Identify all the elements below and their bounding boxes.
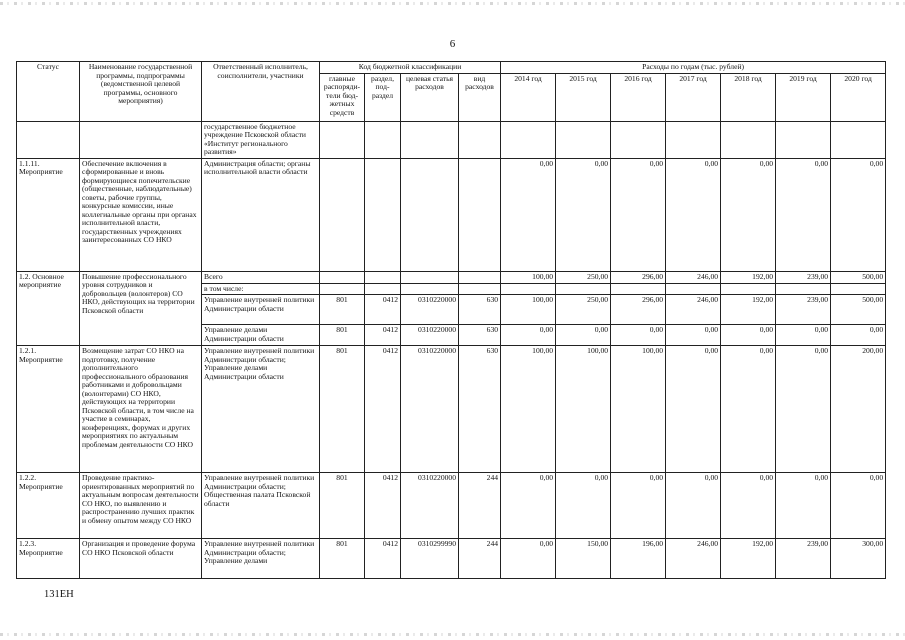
cell-type [459,271,501,283]
cell-section [365,283,401,295]
cell-2020 [831,121,886,158]
cell-section: 0412 [365,473,401,539]
cell-2019 [776,283,831,295]
cell-target [401,121,459,158]
header-executor: Ответственный исполнитель, соисполнители, участники [202,62,320,122]
table-body [17,121,886,579]
cell-executor: Управление внутренней политики Администрации области; Общественная палата Псковской области [202,473,320,539]
cell-2014: 100,00 [501,295,556,325]
cell-2016 [611,283,666,295]
cell-2019: 0,00 [776,325,831,346]
cell-executor: Управление делами Администрации области [202,325,320,346]
cell-2015: 0,00 [556,325,611,346]
executor-line: Управление внутренней политики Администрации области; [204,539,315,557]
cell-2015: 100,00 [556,346,611,473]
cell-2017: 0,00 [666,346,721,473]
cell-2020: 0,00 [831,158,886,271]
cell-grbs: 801 [320,346,365,473]
cell-2020: 500,00 [831,295,886,325]
header-expenses: Расходы по годам (тыс. рублей) [501,62,886,74]
scan-edge-bottom [0,633,905,636]
executor-line: Управление делами [204,556,268,565]
cell-2015 [556,121,611,158]
header-budget-code: Код бюджетной классификации [320,62,501,74]
cell-executor: Управление внутренней политики Администрации области [202,295,320,325]
table-header [17,62,886,122]
cell-2017: 246,00 [666,539,721,579]
header-year-2015: 2015 год [556,73,611,121]
cell-name: Проведение практико-ориентированных мероприятий по актуальным вопросам деятельности СО НКО, по выявлению и распространению лучших практик и обмену опытом между СО НКО [80,473,202,539]
cell-executor [202,539,320,579]
header-year-2017: 2017 год [666,73,721,121]
table-row [17,121,886,158]
header-year-2014: 2014 год [501,73,556,121]
cell-2018: 0,00 [721,158,776,271]
cell-2020 [831,283,886,295]
cell-target [401,271,459,283]
header-target: целевая статья расходов [401,73,459,121]
cell-grbs: 801 [320,539,365,579]
cell-2018: 192,00 [721,271,776,283]
cell-grbs [320,283,365,295]
header-name: Наименование государственной программы, подпрограммы (ведомственной целевой программы, основного мероприятия) [80,62,202,122]
cell-section [365,271,401,283]
cell-2020: 200,00 [831,346,886,473]
cell-name: Обеспечение включения в сформированные и вновь формирующиеся попечительские (общественные, наблюдательные) советы, рабочие группы, конкурсные комиссии, иные коллегиальные органы при органах исполнительной власти, государственных учреждениях заинтересованных СО НКО [80,158,202,271]
cell-section: 0412 [365,295,401,325]
cell-2017: 246,00 [666,271,721,283]
cell-type [459,121,501,158]
cell-status: 1.2.3. Мероприятие [17,539,80,579]
cell-name: Возмещение затрат СО НКО на подготовку, получение дополнительного профессионального образования работниками и добровольцами (волонтерами) СО НКО, действующих на территории Псковской области, в том числе на участие в семинарах, конференциях, форумах и других мероприятиях по актуальным проблемам деятельности СО НКО [80,346,202,473]
cell-2018 [721,121,776,158]
header-year-2019: 2019 год [776,73,831,121]
cell-target: 0310220000 [401,325,459,346]
cell-section: 0412 [365,346,401,473]
cell-grbs [320,121,365,158]
document-code: 131ЕН [44,589,74,600]
cell-2016: 0,00 [611,325,666,346]
cell-status [17,121,80,158]
cell-2015: 0,00 [556,158,611,271]
cell-executor: в том числе: [202,283,320,295]
cell-type: 630 [459,295,501,325]
cell-2019: 239,00 [776,539,831,579]
cell-2020: 0,00 [831,473,886,539]
cell-2015: 250,00 [556,295,611,325]
cell-type [459,283,501,295]
cell-executor: государственное бюджетное учреждение Псковской области «Институт регионального развития» [202,121,320,158]
cell-target: 0310299990 [401,539,459,579]
cell-2018 [721,283,776,295]
cell-name [80,121,202,158]
cell-2014: 0,00 [501,473,556,539]
cell-grbs [320,271,365,283]
cell-grbs [320,158,365,271]
page-number: 6 [449,38,456,50]
cell-grbs: 801 [320,295,365,325]
header-type: вид расходов [459,73,501,121]
cell-2014: 100,00 [501,271,556,283]
cell-2019: 0,00 [776,473,831,539]
cell-2016: 0,00 [611,473,666,539]
header-year-2018: 2018 год [721,73,776,121]
cell-target: 0310220000 [401,346,459,473]
cell-2014: 0,00 [501,539,556,579]
cell-2020: 500,00 [831,271,886,283]
cell-2016: 100,00 [611,346,666,473]
cell-name: Организация и проведение форума СО НКО Псковской области [80,539,202,579]
cell-type: 630 [459,346,501,473]
cell-2017 [666,121,721,158]
table-row [17,271,886,283]
cell-2014 [501,121,556,158]
cell-2016: 0,00 [611,158,666,271]
cell-section: 0412 [365,539,401,579]
cell-target [401,158,459,271]
cell-2017 [666,283,721,295]
header-year-2020: 2020 год [831,73,886,121]
cell-2018: 0,00 [721,346,776,473]
cell-2019: 239,00 [776,295,831,325]
cell-grbs: 801 [320,325,365,346]
table-row [17,539,886,579]
cell-2015: 0,00 [556,473,611,539]
cell-2014: 0,00 [501,158,556,271]
cell-2014 [501,283,556,295]
cell-2019 [776,121,831,158]
cell-2016 [611,121,666,158]
cell-2017: 0,00 [666,473,721,539]
cell-2017: 0,00 [666,325,721,346]
cell-target [401,283,459,295]
table-row [17,473,886,539]
cell-2016: 196,00 [611,539,666,579]
cell-2017: 0,00 [666,158,721,271]
cell-executor: Управление внутренней политики Администрации области; Управление делами Администрации области [202,346,320,473]
cell-2017: 246,00 [666,295,721,325]
budget-table [16,61,886,579]
header-status: Статус [17,62,80,122]
cell-target: 0310220000 [401,295,459,325]
cell-2015: 150,00 [556,539,611,579]
cell-2020: 0,00 [831,325,886,346]
cell-2014: 0,00 [501,325,556,346]
cell-2018: 192,00 [721,295,776,325]
cell-2018: 0,00 [721,325,776,346]
cell-2014: 100,00 [501,346,556,473]
cell-type: 630 [459,325,501,346]
cell-2018: 0,00 [721,473,776,539]
cell-2020: 300,00 [831,539,886,579]
table-row [17,158,886,271]
header-year-2016: 2016 год [611,73,666,121]
cell-section [365,158,401,271]
cell-name: Повышение профессионального уровня сотрудников и добровольцев (волонтеров) СО НКО, действующих на территории Псковской области [80,271,202,346]
cell-2016: 296,00 [611,271,666,283]
cell-status: 1.1.11. Мероприятие [17,158,80,271]
cell-type: 244 [459,473,501,539]
cell-2018: 192,00 [721,539,776,579]
header-section: раздел, под-раздел [365,73,401,121]
scan-edge-top [0,2,905,5]
cell-type: 244 [459,539,501,579]
cell-target: 0310220000 [401,473,459,539]
cell-2019: 239,00 [776,271,831,283]
cell-status: 1.2.2. Мероприятие [17,473,80,539]
cell-2019: 0,00 [776,346,831,473]
table-row [17,346,886,473]
cell-executor: Всего [202,271,320,283]
cell-2015: 250,00 [556,271,611,283]
header-grbs: главные распоряди-тели бюд-жетных средств [320,73,365,121]
cell-status: 1.2.1. Мероприятие [17,346,80,473]
cell-2019: 0,00 [776,158,831,271]
cell-executor: Администрация области; органы исполнительной власти области [202,158,320,271]
cell-section [365,121,401,158]
cell-2016: 296,00 [611,295,666,325]
cell-grbs: 801 [320,473,365,539]
cell-section: 0412 [365,325,401,346]
cell-2015 [556,283,611,295]
cell-type [459,158,501,271]
cell-status: 1.2. Основное мероприятие [17,271,80,346]
